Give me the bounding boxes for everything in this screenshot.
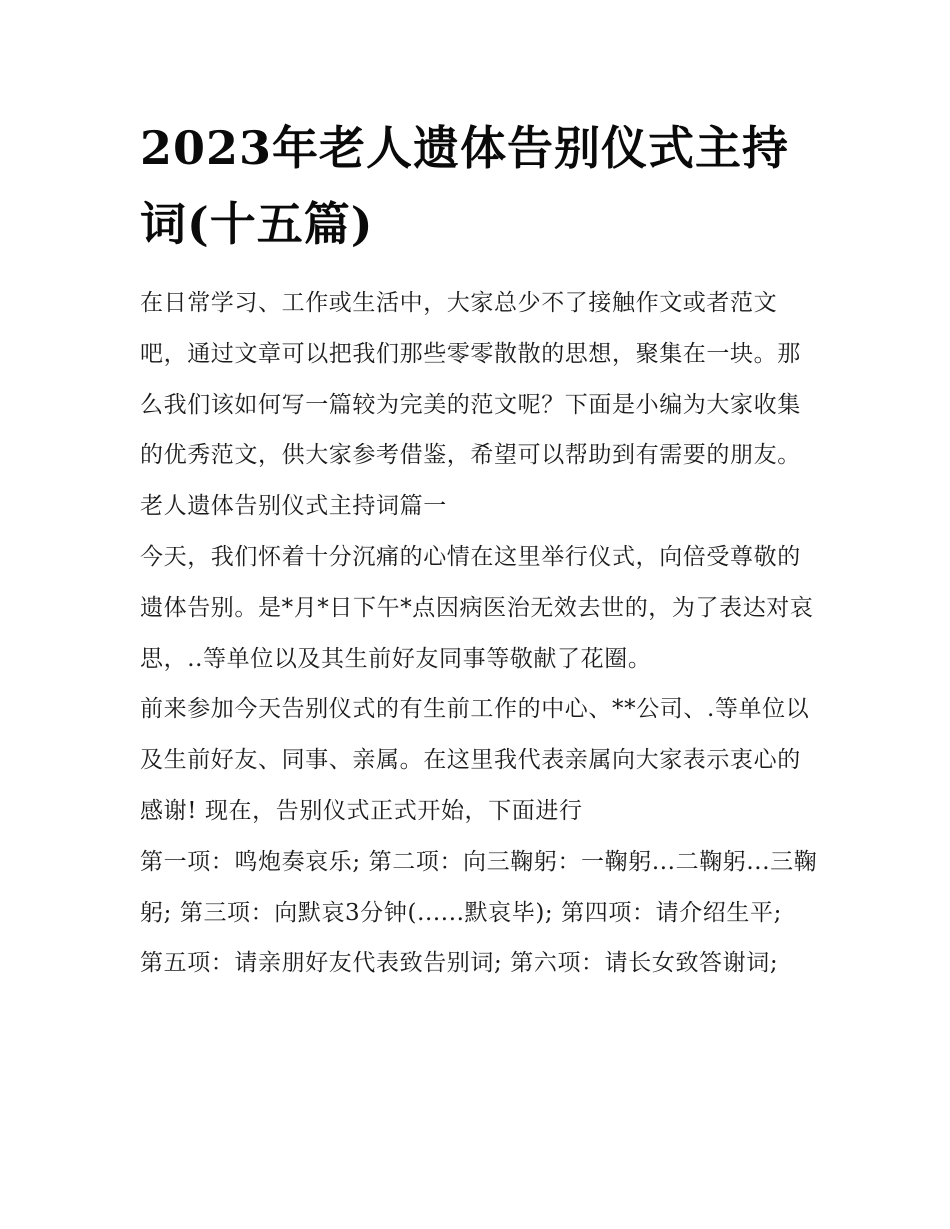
intro-paragraph: 在日常学习、工作或生活中，大家总少不了接触作文或者范文吧，通过文章可以把我们那些零零散散的思想，聚集在一块。那么我们该如何写一篇较为完美的范文呢？下面是小编为大家收集的优秀范文，供大家参考借鉴，希望可以帮助到有需要的朋友。 [140,290,801,469]
document-page [140,110,820,989]
body-paragraph: 今天，我们怀着十分沉痛的心情在这里举行仪式，向倍受尊敬的遗体告别。是*月*日下午*点因病医治无效去世的，为了表达对哀思，..等单位以及其生前好友同事等敬献了花圈。 [140,543,814,672]
body-paragraph: 第五项：请亲朋好友代表致告别词; 第六项：请长女致答谢词; [140,950,779,977]
document-title: 2023年老人遗体告别仪式主持词(十五篇) [140,121,790,251]
body-paragraph: 前来参加今天告别仪式的有生前工作的中心、**公司、.等单位以及生前好友、同事、亲属。在这里我代表亲属向大家表示衷心的感谢! 现在，告别仪式正式开始，下面进行 [140,696,810,824]
section-heading: 老人遗体告别仪式主持词篇一 [140,493,447,520]
body-paragraph: 第一项：鸣炮奏哀乐; 第二项：向三鞠躬：一鞠躬...二鞠躬...三鞠躬; 第三项：向默哀3分钟(......默哀毕); 第四项：请介绍生平; [140,848,818,926]
